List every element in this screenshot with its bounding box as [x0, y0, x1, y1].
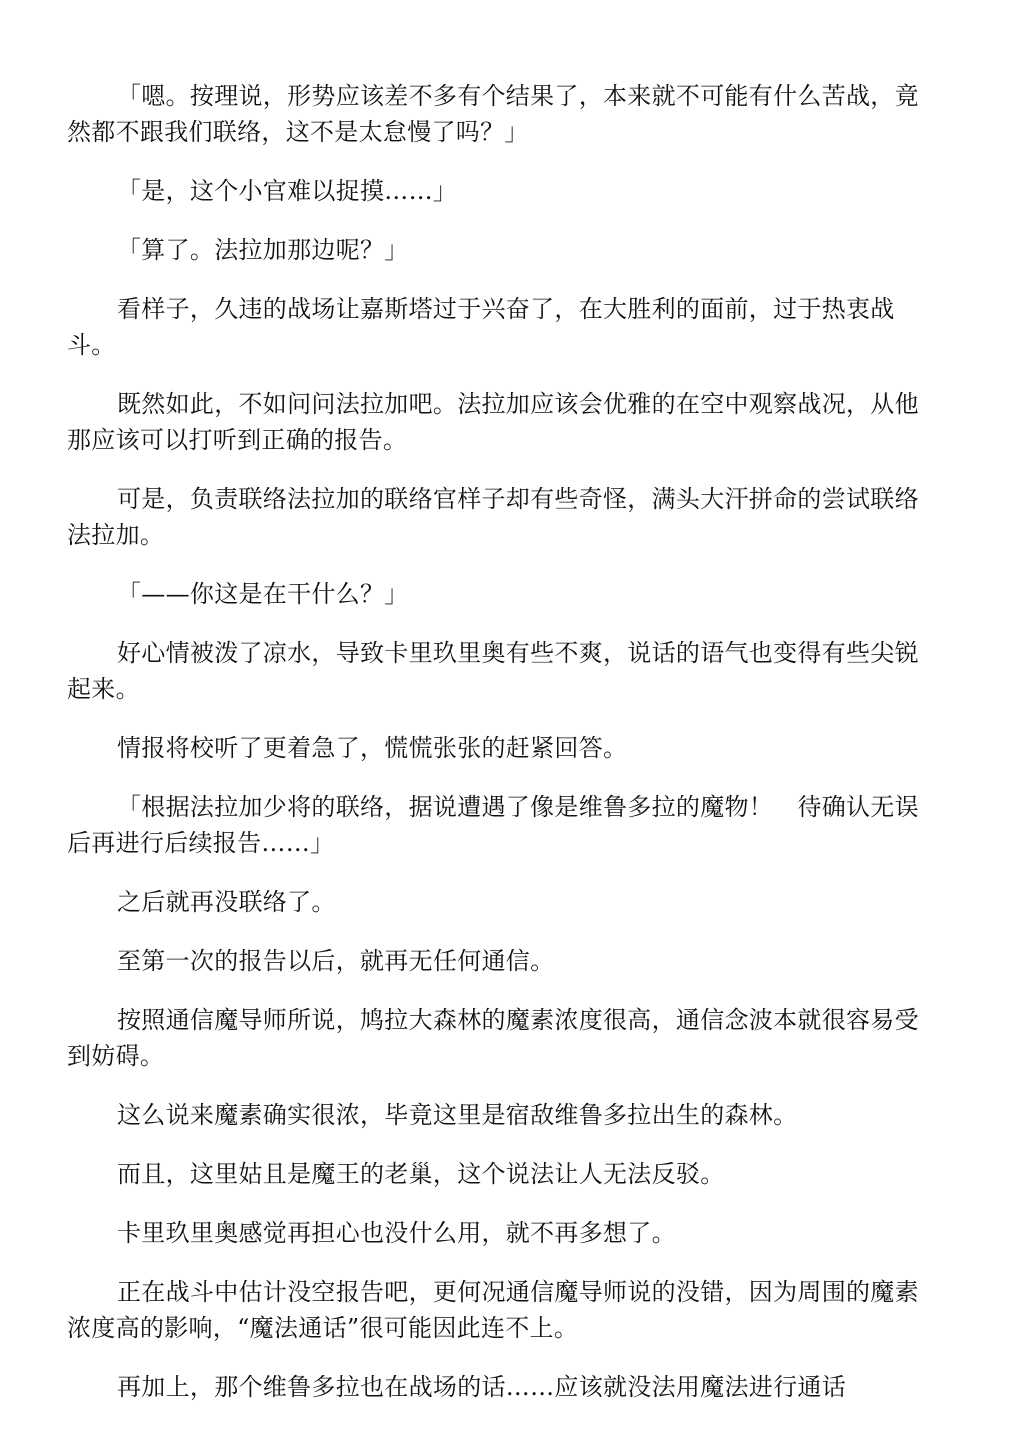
narration-paragraph: 正在战斗中估计没空报告吧，更何况通信魔导师说的没错，因为周围的魔素浓度高的影响，“魔法通话”很可能因此连不上。 [67, 1278, 919, 1342]
narration-paragraph: 可是，负责联络法拉加的联络官样子却有些奇怪，满头大汗拼命的尝试联络法拉加。 [67, 485, 919, 549]
dialogue-paragraph: 「算了。法拉加那边呢？」 [117, 236, 409, 264]
narration-paragraph: 既然如此，不如问问法拉加吧。法拉加应该会优雅的在空中观察战况，从他那应该可以打听到正确的报告。 [67, 390, 919, 454]
dialogue-paragraph: 「嗯。按理说，形势应该差不多有个结果了，本来就不可能有什么苦战，竟然都不跟我们联络，这不是太怠慢了吗？」 [67, 82, 919, 146]
narration-paragraph: 情报将校听了更着急了，慌慌张张的赶紧回答。 [117, 734, 628, 762]
narration-paragraph: 这么说来魔素确实很浓，毕竟这里是宿敌维鲁多拉出生的森林。 [117, 1101, 798, 1129]
dialogue-paragraph: 「是，这个小官难以捉摸……」 [117, 177, 458, 205]
narration-paragraph: 再加上，那个维鲁多拉也在战场的话……应该就没法用魔法进行通话 [117, 1373, 846, 1401]
narration-paragraph: 卡里玖里奥感觉再担心也没什么用，就不再多想了。 [117, 1219, 676, 1247]
narration-paragraph: 之后就再没联络了。 [117, 888, 336, 916]
narration-paragraph: 看样子，久违的战场让嘉斯塔过于兴奋了，在大胜利的面前，过于热衷战斗。 [67, 295, 895, 359]
dialogue-paragraph: 「——你这是在干什么？」 [117, 580, 409, 608]
narration-paragraph: 至第一次的报告以后，就再无任何通信。 [117, 947, 555, 975]
narration-paragraph: 好心情被泼了凉水，导致卡里玖里奥有些不爽，说话的语气也变得有些尖锐起来。 [67, 639, 919, 703]
narration-paragraph: 按照通信魔导师所说，鸠拉大森林的魔素浓度很高，通信念波本就很容易受到妨碍。 [67, 1006, 919, 1070]
narration-paragraph: 而且，这里姑且是魔王的老巢，这个说法让人无法反驳。 [117, 1160, 725, 1188]
dialogue-paragraph: 「根据法拉加少将的联络，据说遭遇了像是维鲁多拉的魔物！ 待确认无误后再进行后续报告……」 [67, 793, 919, 857]
